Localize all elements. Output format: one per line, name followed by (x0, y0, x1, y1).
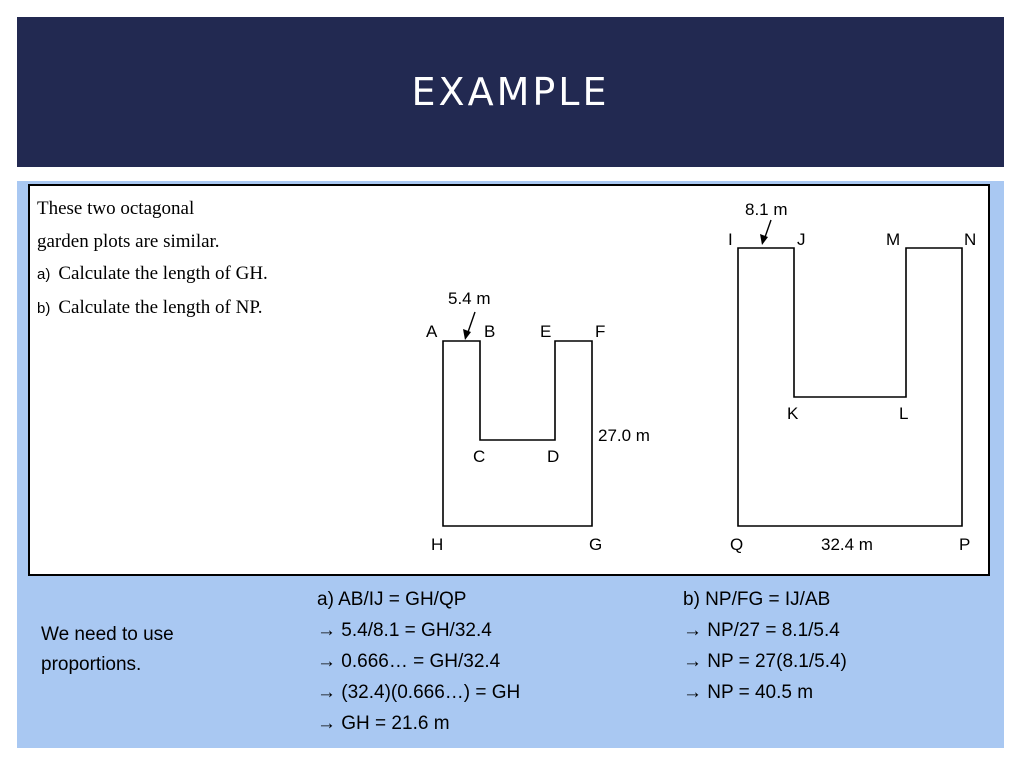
vertex-label-k: K (787, 404, 799, 423)
small-plot-outline (443, 341, 592, 526)
part-a-tag: a) (37, 266, 51, 283)
large-plot-qp-length: 32.4 m (821, 535, 873, 554)
vertex-label-q: Q (730, 535, 744, 554)
solution-part-a (317, 584, 520, 739)
part-a-step-4: → (32.4)(0.666…) = GH (317, 682, 521, 703)
part-a-step-1: a) AB/IJ = GH/QP (317, 589, 467, 610)
large-plot-outline (738, 248, 962, 526)
vertex-label-h: H (431, 535, 444, 554)
part-b-step-3: → NP = 27(8.1/5.4) (683, 651, 847, 672)
part-b-text: Calculate the length of NP. (58, 296, 263, 318)
vertex-label-l: L (899, 404, 909, 423)
vertex-label-e: E (540, 322, 552, 341)
vertex-label-m: M (886, 230, 901, 249)
large-plot-arrowhead (760, 234, 768, 245)
part-b-tag: b) (37, 299, 51, 317)
small-plot-fg-length: 27.0 m (598, 426, 650, 445)
vertex-label-g: G (589, 535, 603, 554)
method-note: We need to use proportions. (41, 624, 174, 675)
part-b-answer: → NP = 40.5 m (683, 682, 814, 703)
part-b-step-2: → NP/27 = 8.1/5.4 (683, 620, 840, 641)
vertex-label-f: F (595, 322, 606, 341)
part-a-answer: → GH = 21.6 m (317, 713, 450, 734)
vertex-label-n: N (964, 230, 977, 249)
vertex-label-p: P (959, 535, 971, 554)
vertex-label-c: C (473, 447, 486, 466)
solution-part-b (683, 584, 847, 708)
problem-line-2: garden plots are similar. (37, 230, 220, 252)
vertex-label-i: I (728, 230, 733, 249)
vertex-label-a: A (426, 322, 438, 341)
slide-title: EXAMPLE (411, 70, 610, 114)
large-plot-ij-length: 8.1 m (745, 200, 788, 219)
small-plot-ab-length: 5.4 m (448, 289, 491, 308)
part-a-text: Calculate the length of GH. (58, 263, 268, 284)
part-b-step-1: b) NP/FG = IJ/AB (683, 589, 831, 610)
vertex-label-d: D (547, 447, 560, 466)
small-plot-arrowhead (463, 329, 471, 340)
vertex-label-b: B (484, 322, 496, 341)
part-a-step-2: → 5.4/8.1 = GH/32.4 (317, 620, 492, 641)
vertex-label-j: J (797, 230, 806, 249)
part-a-step-3: → 0.666… = GH/32.4 (317, 651, 501, 672)
problem-line-1: These two octagonal (37, 198, 195, 219)
